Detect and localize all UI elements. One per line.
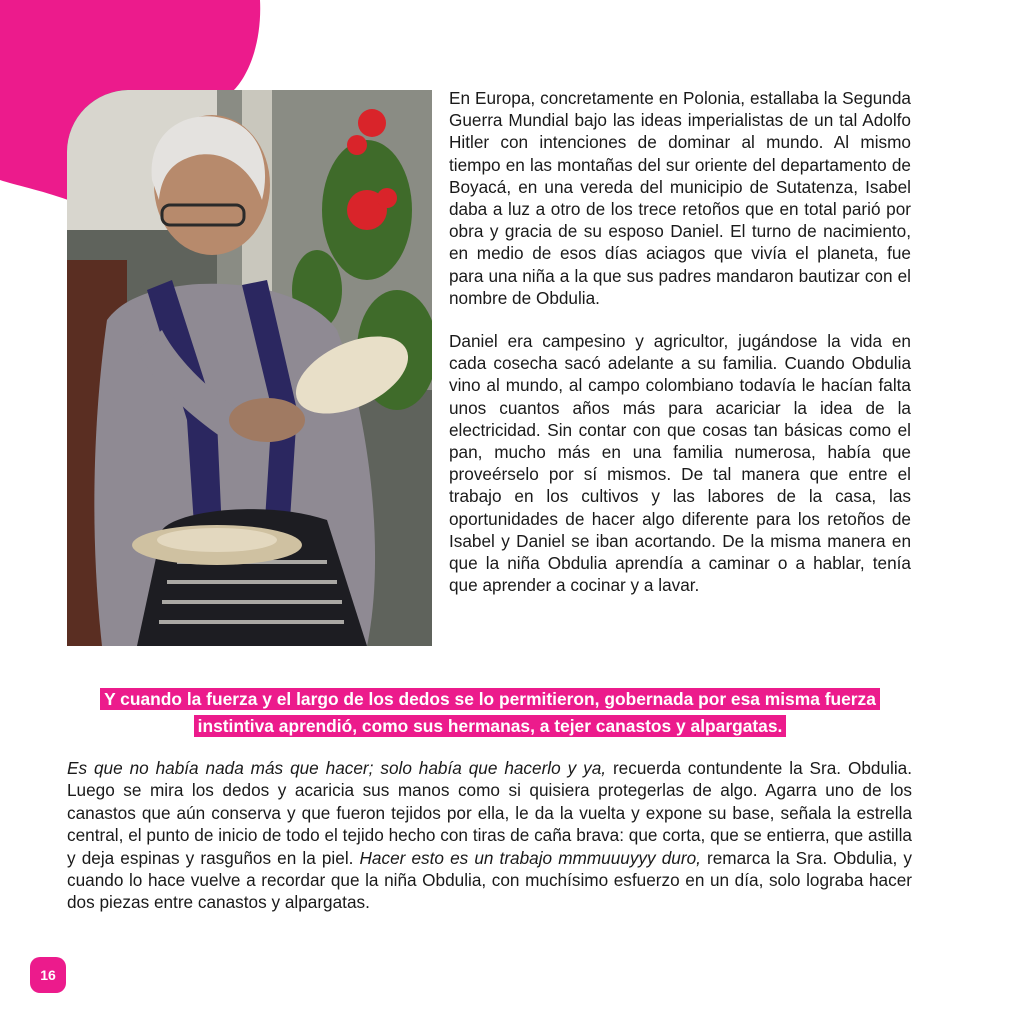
bottom-paragraph: [67, 757, 912, 914]
page-number: 16: [30, 957, 66, 993]
photo-elderly-woman-weaving: [67, 90, 432, 646]
highlight-quote: [100, 686, 880, 740]
italic-quote-2: Hacer esto es un trabajo mmmuuuyyy duro,: [359, 847, 701, 868]
main-text-column: [449, 87, 911, 617]
bottom-text-2: remarca la Sra. Obdulia, y cuando lo hace vuelve a recordar que la niña Obdulia, con muchísimo esfuerzo en un día, solo lograba hacer dos piezas entre canastos y alpargatas.: [67, 847, 912, 913]
bottom-text-1: recuerda contundente la Sra. Obdulia. Luego se mira los dedos y acaricia sus manos como si quisiera protegerlas de algo. Agarra uno de los canastos que aún conserva y que fueron tejidos por ella, le da la vuelta y expone su base, señala la estrella central, el punto de inicio de todo el tejido hecho con tiras de caña brava: que corta, que se entierra, que astilla y deja espinas y rasguños en la piel.: [67, 758, 912, 868]
paragraph-2: Daniel era campesino y agricultor, jugándose la vida en cada cosecha sacó adelante a su familia. Cuando Obdulia vino al mundo, al campo colombiano todavía le hacían falta unos cuantos años más para acariciar la idea de la electricidad. Sin contar con que cosas tan básicas como el pan, mucho más en una familia numerosa, había que proveérselo por sí mismos. De tal manera que entre el trabajo en los cultivos y las labores de la casa, las oportunidades de hacer algo diferente para los retoños de Isabel y Daniel se iban acortando. De la misma manera en que la niña Obdulia aprendía a caminar o a hablar, tenía que aprender a cocinar y a lavar.: [449, 331, 911, 596]
italic-quote-1: Es que no había nada más que hacer; solo había que hacerlo y ya,: [67, 758, 607, 778]
highlight-quote-text: Y cuando la fuerza y el largo de los dedos se lo permitieron, gobernada por esa misma fuerza instintiva aprendió, como sus hermanas, a tejer canastos y alpargatas.: [100, 688, 880, 737]
paragraph-1: En Europa, concretamente en Polonia, estallaba la Segunda Guerra Mundial bajo las ideas imperialistas de un tal Adolfo Hitler con intenciones de dominar al mundo. Al mismo tiempo en las montañas del sur oriente del departamento de Boyacá, en una vereda del municipio de Sutatenza, Isabel daba a luz a otro de los trece retoños que en total parió por obra y gracia de su esposo Daniel. El turno de nacimiento, en medio de esos días aciagos que vivía el planeta, fue para una niña a la que sus padres mandaron bautizar con el nombre de Obdulia.: [449, 88, 911, 308]
